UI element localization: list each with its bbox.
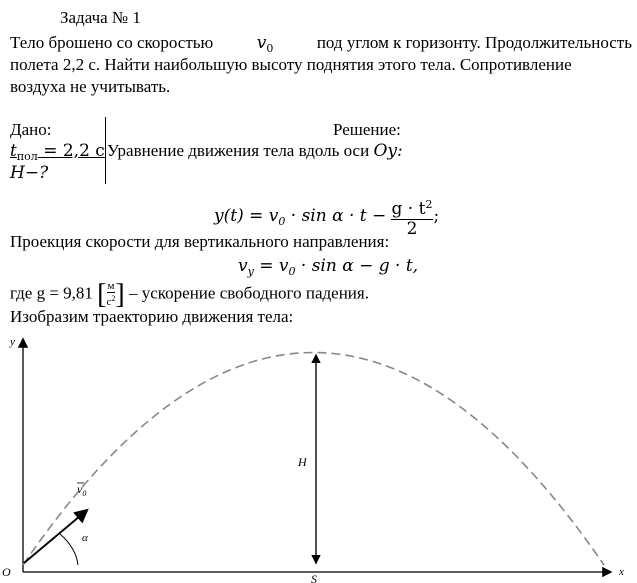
angle-label: α — [82, 532, 88, 544]
x-axis-label: x — [619, 566, 624, 578]
task-title: Задача № 1 — [60, 8, 141, 27]
given-time: $t_{пол} = 2,2$ с — [10, 141, 105, 163]
angle-arc — [60, 534, 78, 565]
equation-vy: $v_y = v_0 \cdot \sin \alpha - g \cdot t$, — [238, 256, 419, 278]
given-label: Дано: — [10, 120, 52, 139]
equation-y-of-t: $y(t) = v_0 \cdot \sin \alpha \cdot t$ − $\frac{g \cdot t^2}{2}$ ; — [214, 195, 439, 237]
velocity-label: $v_0$ — [77, 482, 87, 498]
given-find: H−? — [10, 163, 49, 183]
task-paragraph-line-2: полета 2,2 с. Найти наибольшую высоту поднятия этого тела. Сопротивление — [10, 55, 572, 74]
task-paragraph-line-1: Тело брошено со скоростью $v_0$ под углом к горизонту. Продолжительность — [10, 33, 632, 55]
projection-text: Проекция скорости для вертикального направления: — [10, 232, 390, 251]
unit-fraction: $\frac{м}{с^2}$ — [106, 280, 116, 308]
fraction-gt2-over-2: $\frac{g \cdot t^2}{2}$ — [391, 195, 434, 239]
gravity-line: где g = 9,81 [ $\frac{м}{с^2}$ ] – ускорение свободного падения. — [10, 278, 369, 310]
height-label: H — [298, 455, 307, 469]
velocity-vector — [24, 511, 86, 563]
trajectory-curve — [23, 353, 604, 566]
y-axis-label: y — [10, 336, 15, 348]
range-label: S — [311, 572, 317, 583]
origin-label: O — [2, 565, 11, 579]
task-paragraph-line-3: воздуха не учитывать. — [10, 77, 171, 96]
solution-label: Решение: — [333, 120, 401, 139]
motion-equation-text: Уравнение движения тела вдоль оси Oy: — [107, 141, 403, 161]
trajectory-text: Изобразим траекторию движения тела: — [10, 307, 294, 326]
